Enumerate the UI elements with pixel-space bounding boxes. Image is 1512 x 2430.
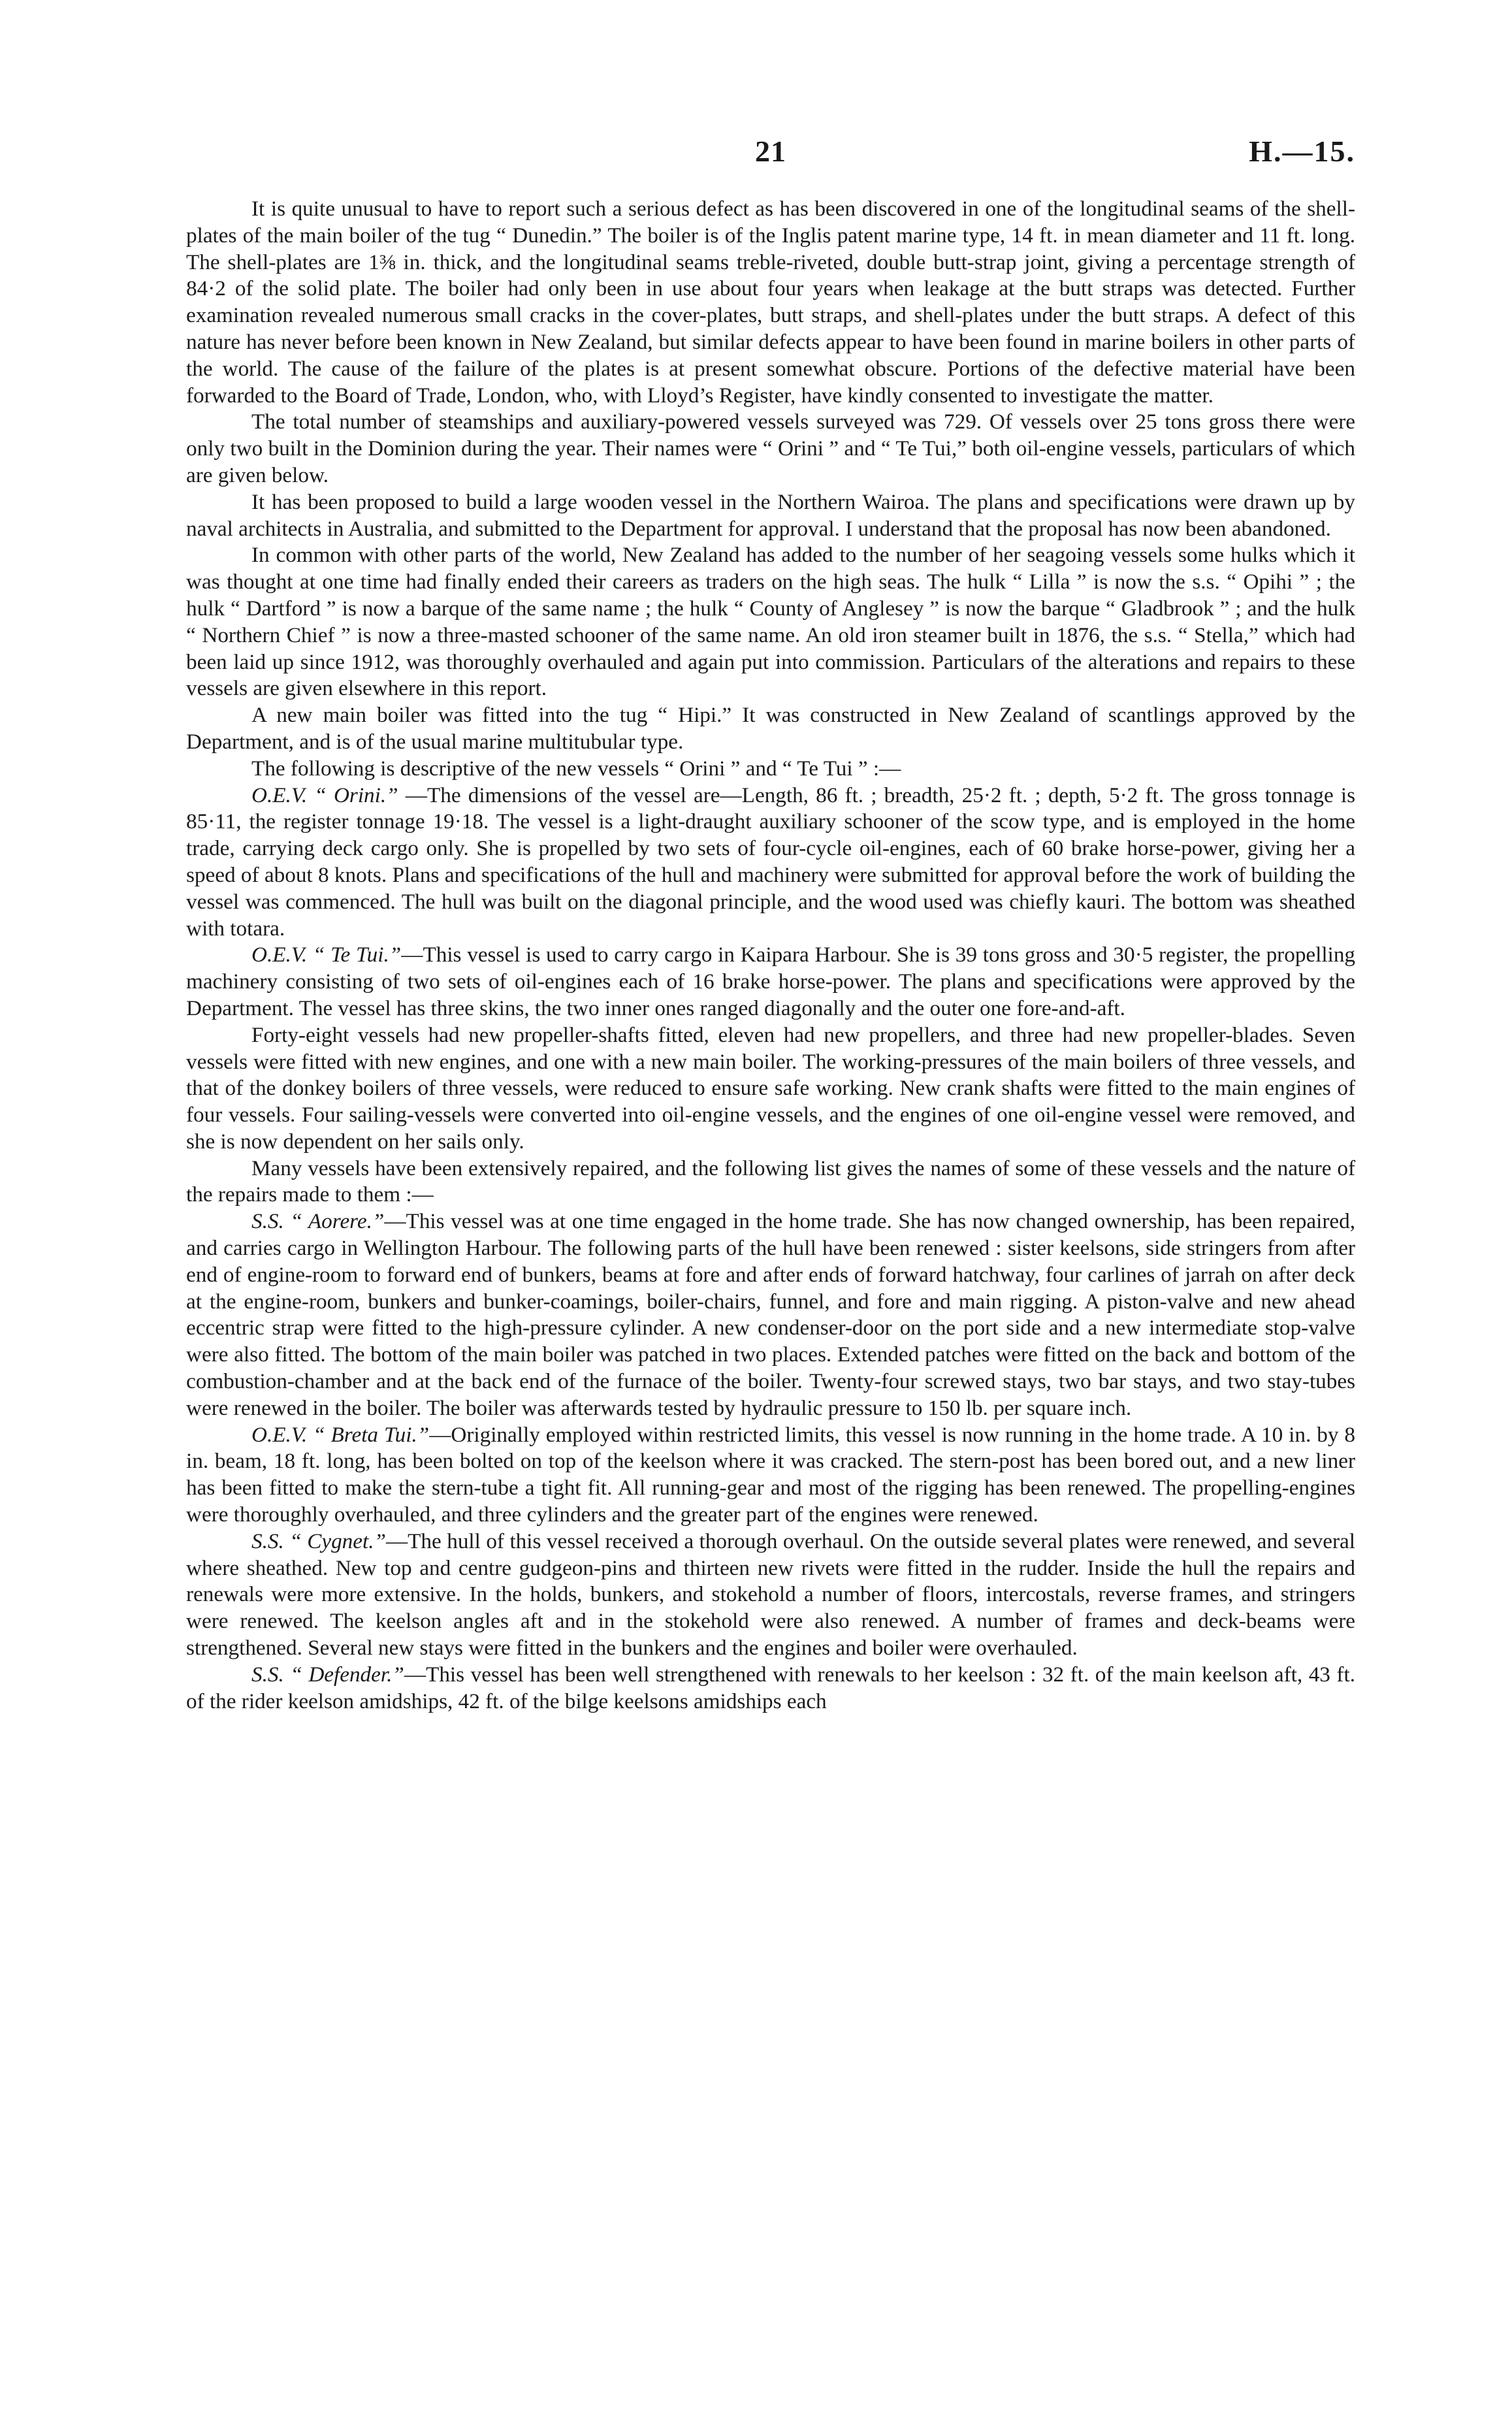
page-header [186,134,1355,186]
paragraph: The total number of steamships and auxiliary-powered vessels surveyed was 729. Of vessels over 25 tons gross there were only two built in the Dominion during the year. Their names were “ Orini ” and “ Te Tui,” both oil-engine vessels, particulars of which are given below. [186,410,1355,487]
paragraph: It has been proposed to build a large wooden vessel in the Northern Wairoa. The plans and specifications were drawn up by naval architects in Australia, and submitted to the Department for approval. I understand that the proposal has now been abandoned. [186,489,1355,541]
vessel-entry-te-tui: O.E.V. “ Te Tui.”—This vessel is used to carry cargo in Kaipara Harbour. She is 39 tons gross and 30·5 register, the propelling machinery consisting of two sets of oil-engines each of 16 brake horse-power. The plans and specifications were approved by the Department. The vessel has three skins, the two inner ones ranged diagonally and the outer one fore-and-aft. [186,943,1356,1020]
vessel-entry-cygnet: S.S. “ Cygnet.”—The hull of this vessel received a thorough overhaul. On the outside several plates were renewed, and several where sheathed. New top and centre gudgeon-pins and thirteen new rivets were fitted in the rudder. Inside the hull the repairs and renewals were more extensive. In the holds, bunkers, and stokehold a number of floors, intercostals, reverse frames, and stringers were renewed. The keelson angles aft and in the stokehold were also renewed. A number of frames and deck-beams were strengthened. Several new stays were fitted in the bunkers and the engines and boiler were overhauled. [186,1529,1355,1660]
vessel-entry-breta-tui: O.E.V. “ Breta Tui.”—Originally employed within restricted limits, this vessel is now running in the home trade. A 10 in. by 8 in. beam, 18 ft. long, has been bolted on top of the keelson where it was cracked. The stern-post has been bored out, and a new liner has been fitted to make the stern-tube a tight fit. All running-gear and most of the rigging has been renewed. The propelling-engines were thoroughly overhauled, and three cylinders and the greater part of the engines were renewed. [186,1422,1355,1527]
paragraph: In common with other parts of the world, New Zealand has added to the number of her seagoing vessels some hulks which it was thought at one time had finally ended their careers as traders on the high seas. The hulk “ Lilla ” is now the s.s. “ Opihi ” ; the hulk “ Dartford ” is now a barque of the same name ; the hulk “ County of Anglesey ” is now the barque “ Gladbrook ” ; and the hulk “ Northern Chief ” is now a three-masted schooner of the same name. An old iron steamer built in 1876, the s.s. “ Stella,” which had been laid up since 1912, was thoroughly overhauled and again put into commission. Particulars of the alterations and repairs to these vessels are given elsewhere in this report. [186,543,1355,701]
paragraph: Many vessels have been extensively repaired, and the following list gives the names of some of these vessels and the nature of the repairs made to them :— [186,1156,1355,1207]
vessel-entry-orini: O.E.V. “ Orini.” —The dimensions of the vessel are—Length, 86 ft. ; breadth, 25·2 ft. ; depth, 5·2 ft. The gross tonnage is 85·11, the register tonnage 19·18. The vessel is a light-draught auxiliary schooner of the scow type, and is employed in the home trade, carrying deck cargo only. She is propelled by two sets of four-cycle oil-engines, each of 60 brake horse-power, giving her a speed of about 8 knots. Plans and specifications of the hull and machinery were submitted for approval before the work of building the vessel was commenced. The hull was built on the diagonal principle, and the wood used was chiefly kauri. The bottom was sheathed with totara. [186,783,1355,941]
vessel-entry-defender: S.S. “ Defender.”—This vessel has been well strengthened with renewals to her keelson : 32 ft. of the main keelson aft, 43 ft. of the rider keelson amidships, 42 ft. of the bilge keelsons amidships each [186,1662,1355,1713]
paragraph: A new main boiler was fitted into the tug “ Hipi.” It was constructed in New Zealand of scantlings approved by the Department, and is of the usual marine multitubular type. [186,703,1355,754]
paragraph: Forty-eight vessels had new propeller-shafts fitted, eleven had new propellers, and three had new propeller-blades. Seven vessels were fitted with new engines, and one with a new main boiler. The working-pressures of the main boilers of three vessels, and that of the donkey boilers of three vessels, were reduced to ensure safe working. New crank shafts were fitted to the main engines of four vessels. Four sailing-vessels were converted into oil-engine vessels, and the engines of one oil-engine vessel were removed, and she is now dependent on her sails only. [186,1022,1355,1154]
page-number: 21 [755,135,786,168]
body-text [186,196,1355,1715]
vessel-name: O.E.V. “ Orini.” [251,783,398,807]
vessel-name: S.S. “ Defender.” [251,1662,404,1687]
paragraph: The following is descriptive of the new vessels “ Orini ” and “ Te Tui ” :— [251,756,901,781]
vessel-name: O.E.V. “ Te Tui.” [251,943,402,967]
vessel-entry-aorere: S.S. “ Aorere.”—This vessel was at one time engaged in the home trade. She has now changed ownership, has been repaired, and carries cargo in Wellington Harbour. The following parts of the hull have been renewed : sister keelsons, side stringers from after end of engine-room to forward end of bunkers, beams at fore and after ends of forward hatchway, four carlines of jarrah on after deck at the engine-room, bunkers and bunker-coamings, boiler-chairs, funnel, and fore and main rigging. A piston-valve and new ahead eccentric strap were fitted to the high-pressure cylinder. A new condenser-door on the port side and a new intermediate stop-valve were also fitted. The bottom of the main boiler was patched in two places. Extended patches were fitted on the back and bottom of the combustion-chamber and at the back end of the furnace of the boiler. Twenty-four screwed stays, two bar stays, and two stay-tubes were renewed in the boiler. The boiler was afterwards tested by hydraulic pressure to 150 lb. per square inch. [186,1209,1355,1420]
vessel-name: S.S. “ Aorere.” [251,1209,385,1234]
document-reference: H.—15. [1249,135,1355,168]
paragraph: It is quite unusual to have to report such a serious defect as has been discovered in one of the longitudinal seams of the shell-plates of the main boiler of the tug “ Dunedin.” The boiler is of the Inglis patent marine type, 14 ft. in mean diameter and 11 ft. long. The shell-plates are 1⅜ in. thick, and the longitudinal seams treble-riveted, double butt-strap joint, giving a percentage strength of 84·2 of the solid plate. The boiler had only been in use about four years when leakage at the butt straps was detected. Further examination revealed numerous small cracks in the cover-plates, butt straps, and shell-plates under the butt straps. A defect of this nature has never before been known in New Zealand, but similar defects appear to have been found in marine boilers in other parts of the world. The cause of the failure of the plates is at present somewhat obscure. Portions of the defective material have been forwarded to the Board of Trade, London, who, with Lloyd’s Register, have kindly consented to investigate the matter. [186,197,1355,408]
vessel-name: O.E.V. “ Breta Tui.” [251,1422,430,1447]
vessel-name: S.S. “ Cygnet.” [251,1529,386,1553]
